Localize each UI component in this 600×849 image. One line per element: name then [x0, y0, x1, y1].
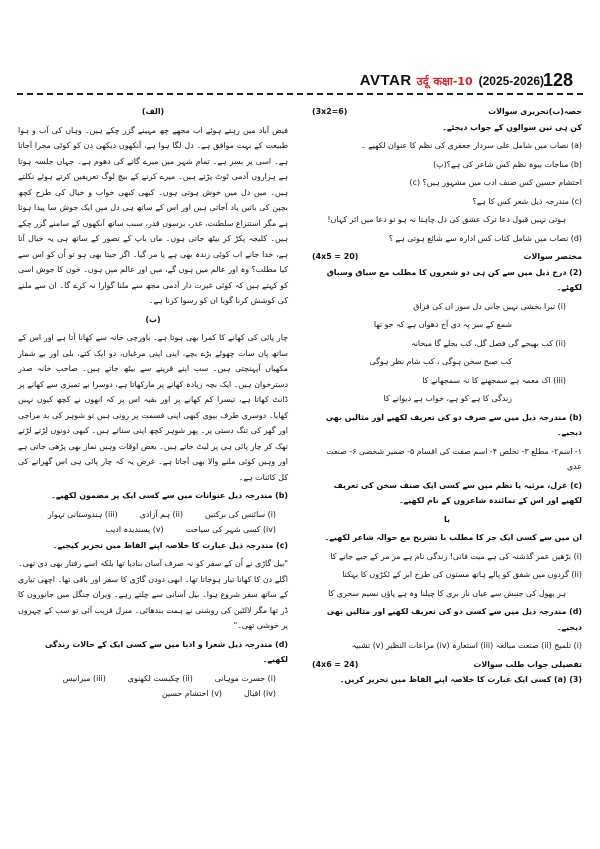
couplet: ہر پھول کی جنبش سے عیاں ناز بری کا چیلنا وہ ہے پاؤں نسیم سحری کا — [328, 588, 566, 598]
question-d: (d) مندرجہ ذیل شعرا و ادبا میں سے کسی ایک کے حالات زندگی لکھیے۔ — [44, 639, 288, 664]
question: احتشام حسین کس صنف ادب میں مشہور ہیں؟ (c) — [409, 178, 582, 187]
author-options — [18, 671, 288, 702]
author-option: (i) حسرت موہانی — [214, 673, 276, 683]
topic-option: (iv) کسی شہر کی سیاحت — [185, 525, 276, 534]
question: (d) نصاب میں شامل کتاب کس ادارہ سے شائع ہوتی ہے ؟ — [388, 233, 582, 243]
terms-list: ۱- اسم۲- مطلع ۳- تخلص ۴- اسم صفت کی اقسام ۵- ضمیر شخصی ۶- صنعت عدی — [326, 446, 582, 471]
topic-option: (i) سائنس کی برکتیں — [205, 509, 276, 519]
topic-option: (v) پسندیدہ ادیب — [105, 525, 164, 534]
left-column — [18, 104, 288, 702]
author-option: (iii) میرانیس — [62, 673, 106, 683]
question-c: (c) مندرجہ ذیل عبارت کا خلاصہ اپنے الفاظ میں تحریر کیجیے۔ — [52, 540, 288, 550]
topic-option: (ii) ہم آزادی — [139, 509, 184, 519]
short-marks: (4x5 = 20) — [312, 252, 359, 261]
right-column — [312, 104, 582, 691]
question-2c: (c) غزل، مرثیہ یا نظم میں سے کسی ایک صنف سخن کی تعریف لکھیے اور اس کے نمائندہ شاعروں کے نام لکھیے۔ — [333, 480, 582, 505]
header-title-row — [360, 72, 544, 89]
brand-name: AVTAR — [359, 72, 412, 89]
question-2c-alt: ان میں سے کسی ایک جز کا مطلب با تشریح مع حوالہ شاعر لکھیے۔ — [324, 533, 582, 542]
passage-a-title: (الف) — [141, 107, 165, 116]
short-title: مختصر سوالات — [523, 252, 582, 261]
subject-label: उर्दू — [416, 75, 429, 88]
passage-b: چار پائی کی کھانے کا کمرا بھی ہوتا ہے۔ باورچی خانہ سے کھانا آتا ہے اور اس کے ساتھ پان سات چھوٹے بڑے بچے، اپنی اپنی مرغیاں، دو ایک کتے، بلی اور بے شمار مکھیاں آپہنچتی ہیں۔ سب اپنے قرینے سے بیٹھ جاتے ہیں۔ صاحب خانہ صدر دسترخوان ہیں۔ ایک بچہ زیادہ کھانے پر مارکھاتا ہے، دوسرا بے تمیزی سے کھانے پر ڈانٹ کھاتا ہے، تیسرا کم کھانے پر اور بقیہ اس پر کہ انھوں نے کچھ کیوں نہیں کھایا۔ دوسری طرف بیوی کبھی اپنی قسمت پر روتی ہیں تو شوہر کی بد مزاجی اور گھر کی تنگ دستی پر۔ پھر شوہر کچھ اپنی سناتے ہیں۔ کبھی دونوں لڑتے لڑتے تھک کر چار پائی ہی پر لیٹ جاتے ہیں۔ بعض اوقات وہیں نماز بھی پڑھی جاتی ہے اور وہیں کوئی ملنے والا بھی آجاتا ہے۔ غرض یہ کہ چار پائی ہی اس گھرانے کی کل کائنات ہے۔ — [18, 333, 288, 482]
question: (b) مناجات بیوہ نظم کس شاعر کی ہے؟(پ) — [433, 159, 582, 169]
topic-options — [18, 507, 288, 538]
verse-line: (i) تیرا بخشی نہیں جانی دل سوز اں کی فراق — [413, 301, 566, 311]
passage-b-title: (ب) — [145, 314, 161, 324]
class-label: कक्षा-10 — [433, 75, 473, 88]
session-label: (2025-2026) — [478, 74, 544, 88]
passage-a: فیض آباد میں رہتے ہوئے اب مجھے چھ مہینے گزر چکے ہیں۔ وہاں کی آب و ہوا طبیعت کے بہت موافق ہے۔ دل لگا ہوا ہے، آنکھوں دیکھی دن کو کوئی مجرا آجاتا ہے۔ اسی پر بسر ہے۔ تمام شہر میں میرے گانے کی دھوم ہے۔ جہاں جلسہ ہوتا ہے ہزاروں آدمی ٹوٹ پڑتے ہیں۔ میرے کرنے کے بیچ لوگ تعریفیں کرتے ہوئے نکلتے ہیں۔ میں دل میں خوش ہوتی ہوں۔ کبھی کبھی خواب و خیال کی طرح کچھ بچپن کی باتیں یاد آجاتی ہیں اور اس کے ساتھ ہی دل میں ایک جوش سا پیدا ہوتا ہے مگر استنزاع سلطنت، غدر، برسوں قدر، سبب ساتھ آنکھوں کے سامنے گزر چکے ہیں۔ کلیجہ پکڑ کر بیٹھ جاتی ہوں۔ ماں باپ کے تصور کے ساتھ ہی یہ خیال آتا ہے، خدا جانے اب کوئی زندہ بھی ہے یا مر گیا۔ اگر جیتا بھی ہو تو اُن کو اس سے کیا مطلب؟ وہ اور عالم میں ہوں گے، میں اور عالم میں ہوں۔ خون کا جوش اسی کو کہتے ہیں کہ کوئی غیرت دار آدمی مجھ سے ملنا گوارا نہ کرے گا۔ ان سے ملنے کی کوشش کرنا گویا ان کو رسوا کرنا ہے۔ — [18, 125, 288, 305]
passage-c: "بیل گاڑی نے اُن کے سفر کو نہ صرف آسان بنادیا تھا بلکہ اسے رفتار بھی دی تھی۔ اگلے دن کا کھانا تیار ہوجاتا تھا۔ ابھی دودن گاڑی کا سفر اور باقی تھا۔ اچھی تیاری کے ساتھ سفر شروع ہوا۔ بیل آسانی سے چلتے رہے۔ ویران جنگل میں جانوروں کا ڈر تھا مگر لالٹین کی روشنی نے ہمت بندھائی۔ منزل قریب آئی تو سب کے چہروں پر خوشی تھی۔" — [18, 559, 288, 630]
couplet: (ii) گردوں میں شفق کو پالے ہاتھ مستوں کی طرح ابر کے ٹکڑوں کا بہکنا — [342, 570, 582, 579]
question-2d: (d) مندرجہ ذیل میں سے کسی دو کی تعریف لکھیے اور مثالیں بھی دیجیے۔ — [326, 607, 582, 632]
question-b: (b) مندرجہ ذیل عنوانات میں سے کسی ایک پر مضمون لکھیے۔ — [51, 491, 288, 500]
section-marks: (3x2=6) — [312, 107, 348, 116]
question-3: (3) (a) کسی ایک عبارت کا خلاصہ اپنے الفاظ میں تحریر کریں۔ — [339, 675, 582, 684]
author-option: (v) احتشام حسین — [162, 689, 222, 698]
or-label: یا — [444, 514, 450, 524]
question-2: (2) درج ذیل میں سے کن ہی دو شعروں کا مطلب مع سیاق وسباق لکھئے۔ — [326, 267, 582, 292]
page-number: 128 — [542, 70, 573, 90]
author-option: (iv) اقبال — [243, 689, 276, 698]
topic-option: (iii) ہندوستانی تہوار — [47, 509, 118, 519]
verse-line: کب صبح سخن ہوگی ، کب شام نظر ہوگی — [369, 357, 512, 366]
short-heading — [312, 249, 582, 265]
author-option: (ii) چکبست لکھنوی — [127, 673, 193, 683]
couplet: (i) بڑھیں عمر گذشتہ کی ہے میت فانی! زندگی نام ہے مر مر کے جیے جانے کا — [330, 551, 582, 561]
question: (a) نصاب میں شامل علی سردار جعفری کی نظم کا عنوان لکھیے ۔ — [361, 141, 582, 150]
section-title: حصہ(ب)تحریری سوالات — [488, 107, 582, 116]
instruction: کن ہی تین سوالوں کے جواب دیجئے۔ — [442, 122, 582, 132]
question-2b: (b) مندرجہ ذیل میں سے صرف دو کی تعریف لکھیے اور مثالیں بھی دیجیے۔ — [325, 412, 582, 437]
header-divider — [17, 93, 583, 95]
question: (c) مندرجہ ذیل شعر کس کا ہے؟ — [472, 196, 582, 206]
verse-line: (iii) اک معمہ ہے سمجھنے کا نہ سمجھانے کا — [422, 375, 566, 385]
long-title: تفصیلی جواب طلب سوالات — [473, 659, 582, 669]
long-heading — [312, 657, 582, 673]
verse-line: شمع کے سر پہ دی آج دھواں ہے کہ جو تھا — [373, 320, 512, 329]
terms-list-2: (i) تلمیح (ii) صنعت مبالغہ (iii) استعارہ (iv) مراعات النظیر (v) تشبیہ — [351, 641, 582, 650]
verse-line: (ii) کب بھیجے گی فصل گل، کب بجلے گا میخانہ — [411, 338, 566, 348]
section-heading — [312, 104, 582, 120]
verse-line: زندگی کا ہے کو ہے، خواب ہے دیوانے کا — [383, 394, 512, 403]
long-marks: (4x6 = 24) — [312, 659, 359, 669]
verse: ہوتی نہیں قبول دعا ترک عشق کی دل چاہتا نہ ہو تو دعا میں اثر کہاں! — [327, 215, 566, 224]
